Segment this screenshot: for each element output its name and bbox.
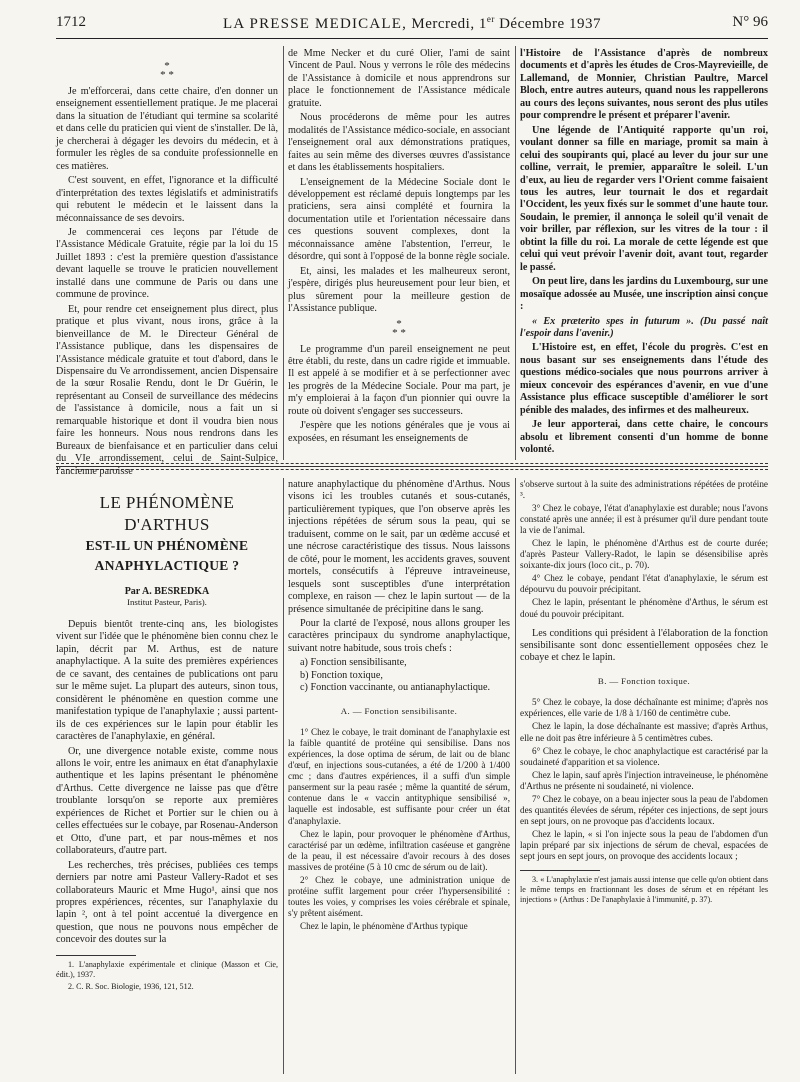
- upper-column-2: [288, 48, 510, 460]
- list-item: a) Fonction sensibilisante,: [300, 657, 407, 669]
- paragraph: Or, une divergence notable existe, comme nous allons le voir, entre les animaux en état d'anaphylaxie authentique et les lapins présentant le phénomène d'Arthus. Cette divergence ne laisse pas que d'être troublante lorsqu'on se reporte aux premières expériences de Richet et Portier sur le chien ou à celles effectuées sur le cobaye, par Rosenau-Anderson et Otto, d'une part, et par nous-mêmes et nos collaborateurs, d'autre part.: [56, 745, 278, 857]
- article-title: LE PHÉNOMÈNE D'ARTHUS: [99, 493, 235, 534]
- paragraph: J'espère que les notions générales que je vous ai exposées, en résumant les enseignements de: [288, 420, 510, 444]
- paragraph: Pour la clarté de l'exposé, nous allons grouper les caractères principaux du syndrome anaphylactique, suivant notre habitude, sous trois chefs :: [288, 617, 510, 654]
- paragraph: nature anaphylactique du phénomène d'Arthus. Nous visons ici les troubles cutanés et sous-cutanés, particulièrement typiques, que l'on observe après les injections répétées de sérum sous la peau, qui se traduisent, comme on le sait, par un œdème accusé et une nécrose caractéristique des tissus. Nous laissons de côté, pour le moment, les accidents graves, souvent mortels, consécutifs à l'épreuve intraveineuse, lesquels sont susceptibles d'une interprétation complexe, en raison — chez le lapin surtout — de la présence simultanée de précipitine dans le sang.: [288, 479, 510, 615]
- paragraph: Chez le lapin, le phénomène d'Arthus typique: [300, 920, 468, 931]
- footnote-rule: [520, 870, 600, 871]
- paragraph: Chez le lapin, le phénomène d'Arthus est de courte durée; d'après Pasteur Vallery-Radot, le lapin se désensibilise après soixante-dix jours (loco cit., p. 70).: [520, 538, 768, 571]
- section-separator: [56, 469, 768, 470]
- journal-masthead: LA PRESSE MEDICALE,: [223, 16, 408, 32]
- paragraph: Chez le lapin, présentant le phénomène d'Arthus, le sérum est doué du pouvoir précipitant.: [520, 597, 768, 619]
- journal-header-title: [56, 14, 768, 33]
- section-stars: * * *: [392, 317, 406, 339]
- issue-number: N° 96: [732, 14, 768, 30]
- criteria-list: [288, 657, 510, 694]
- paragraph: Une légende de l'Antiquité rapporte qu'un roi, voulant donner sa fille en mariage, promit sa main à celui des soupirants qui, placé au lever du jour sur une colline, verrait, le premier, apparaître le soleil. L'un d'eux, au lieu de regarder vers l'Orient comme faisaient tous les autres, leur tournait le dos et regardait l'Occident, les yeux fixés sur le sommet d'une haute tour. Soudain, le premier, il annonça le soleil qu'il venait de voir briller, par réflexion, sur les vitres de la tour : il obtint la fille du roi. La morale de cette légende est que celui qui veut prévoir l'avenir doit, avant tout, regarder le passé.: [520, 124, 768, 273]
- section-separator: [56, 463, 768, 464]
- header-date: Décembre 1937: [499, 16, 601, 32]
- list-item: b) Fonction toxique,: [300, 669, 383, 681]
- header-day-suffix: er: [486, 14, 495, 24]
- page-header: [56, 14, 768, 34]
- section-stars: * * *: [160, 60, 174, 81]
- paragraph: Le programme d'un pareil enseignement ne peut être établi, du reste, dans un cadre rigide et immuable. Il est appelé à se modifier et à se perfectionner avec les progrès de la Médecine Sociale. Pour ma part, je m'y emploierai à la façon d'un pionnier qui ouvre la route où doivent s'engager ses successeurs.: [288, 343, 510, 417]
- paragraph: On peut lire, dans les jardins du Luxembourg, sur une mosaïque adossée au Musée, une inscription ainsi conçue :: [520, 276, 768, 313]
- paragraph: Et, ainsi, les malades et les malheureux seront, j'espère, dirigés plus heureusement pour leur bien, et plus sûrement pour la meilleure gestion de l'Assistance publique.: [288, 265, 510, 315]
- section-separator: [56, 466, 768, 467]
- paragraph: Les conditions qui président à l'élaboration de la fonction sensibilisante sont donc essentiellement opposées chez le cobaye et chez le lapin.: [520, 627, 768, 664]
- paragraph: 4° Chez le cobaye, pendant l'état d'anaphylaxie, le sérum est dépourvu du pouvoir précipitant.: [520, 573, 768, 595]
- paragraph: Chez le lapin, sauf après l'injection intraveineuse, le phénomène d'Arthus ne présente ni soudaineté, ni violence.: [520, 769, 768, 791]
- upper-column-1: [56, 58, 278, 477]
- column-divider: [283, 478, 284, 1074]
- footnote-rule: [56, 955, 136, 956]
- section-a-body: [288, 727, 510, 932]
- paragraph: 5° Chez le cobaye, la dose déchaînante est minime; d'après nos expériences, elle varie de 1/8 à 1/160 de centimètre cube.: [520, 697, 768, 719]
- paragraph: Je commencerai ces leçons par l'étude de l'Assistance Médicale Gratuite, régie par la loi du 15 Juillet 1893 : c'est la première question d'assistance devant laquelle se trouve le praticien nouvellement installé dans une commune de Paris ou dans une commune de province.: [56, 226, 278, 301]
- article-subtitle-line2: ANAPHYLACTIQUE ?: [94, 558, 240, 573]
- article-column-1: [56, 492, 278, 1022]
- author-affiliation: Institut Pasteur, Paris).: [127, 597, 207, 607]
- column-divider: [283, 46, 284, 460]
- section-heading-b: B. — Fonction toxique.: [597, 675, 691, 686]
- paragraph: 2° Chez le cobaye, une administration unique de protéine suffit largement pour créer l'hypersensibilité : toutes les voies, y comprises les voies cérébrale et spinale, s'y prêtent aisément.: [288, 874, 510, 918]
- paragraph: Nous procéderons de même pour les autres modalités de l'Assistance médico-sociale, en associant l'enseignement oral aux démonstrations pratiques, faites au sein même des diverses œuvres d'assistance et dans les établissements hospitaliers.: [288, 112, 510, 174]
- section-a-continued: [520, 479, 768, 620]
- author-name: A. BESREDKA: [142, 586, 210, 597]
- paragraph: Je m'efforcerai, dans cette chaire, d'en donner un enseignement essentiellement pratique. Je me placerai dans la situation de l'étudiant qui termine sa scolarité et dans celle du praticien qui vient de s'installer. De là, je chercherai à dégager les devoirs du médecin, et à formuler les règles de sa conduite professionnelle en ces matières.: [56, 86, 278, 172]
- list-item: c) Fonction vaccinante, ou antianaphylactique.: [300, 682, 491, 694]
- paragraph: L'Histoire est, en effet, l'école du progrès. C'est en nous basant sur ses enseignements dans l'étude des questions médico-sociales que nous pourrons arriver à mieux concevoir des espérances d'avenir, en vue d'une Assistance plus efficace susceptible d'améliorer le sort pénible des malades, des infirmes et des malheureux.: [520, 342, 768, 416]
- paragraph: Les recherches, très précises, publiées ces temps derniers par notre ami Pasteur Vallery-Radot et ses collaborateurs Mauric et Mme Hugo¹, ainsi que nos propres expériences, récentes, sur l'anaphylaxie du lapin ², ont à tel point accentué la divergence en question, que nous ne pouvons nous empêcher de concevoir des doutes sur la: [56, 859, 278, 946]
- paragraph: Chez le lapin, « si l'on injecte sous la peau de l'abdomen d'un lapin préparé par six injections de sérum de cheval, espacées de sept jours en sept jours, on provoque des accidents locaux ;: [520, 828, 768, 861]
- byline-prefix: Par: [124, 586, 141, 597]
- header-weekday: Mercredi,: [411, 16, 475, 32]
- paragraph: L'enseignement de la Médecine Sociale dont le développement est réclamé depuis longtemps par les praticiens, sera ainsi complété et fournira la documentation utile et l'orientation nécessaire dans ces questions souvent complexes, dont la méconnaissance amène l'abstention, l'erreur, le désordre, qui sont à l'opposé de la bonne règle sociale.: [288, 176, 510, 263]
- paragraph: C'est souvent, en effet, l'ignorance et la difficulté d'interprétation des textes législatifs et administratifs qui rebutent le médecin et le laissent dans la méconnaissance de ses devoirs.: [56, 175, 278, 224]
- paragraph: Chez le lapin, pour provoquer le phénomène d'Arthus, caractérisé par un œdème, infiltration caséeuse et gangrène de la peau, il est nécessaire d'avoir recours à des doses massives de protéine (5 à 10 cmc de sérum ou de lait).: [288, 828, 510, 872]
- article-column-3: [520, 479, 768, 1075]
- article-column-2: [288, 479, 510, 1075]
- article-byline: [56, 586, 278, 597]
- footnote: 1. L'anaphylaxie expérimentale et clinique (Masson et Cie, édit.), 1937.: [56, 959, 278, 979]
- paragraph: s'observe surtout à la suite des administrations répétées de protéine ³.: [520, 479, 768, 501]
- article-subtitle-line1: EST-IL UN PHÉNOMÈNE: [85, 538, 249, 553]
- section-heading-a: A. — Fonction sensibilisante.: [340, 705, 458, 716]
- paragraph: 1° Chez le cobaye, le trait dominant de l'anaphylaxie est la faible quantité de protéine qui sensibilise. Dans nos expériences, la dose optima de sérum, de lait ou de blanc d'œuf, en injections sous-cutanées, a été de 1/200 à 1/400 cmc ; dans d'autres expériences, il a suffi d'un simple panserment sur la peau rasée ; même la quantité de sérum, contenue dans le « vaccin antityphique sensibilisé », laquelle est indosable, est suffisante pour créer un état d'anaphylaxie.: [288, 727, 510, 826]
- footnote: 2. C. R. Soc. Biologie, 1936, 121, 512.: [68, 981, 194, 991]
- paragraph: 3° Chez le cobaye, l'état d'anaphylaxie est durable; nous l'avons constaté après une année; il est à présumer qu'il dure pendant toute la vie de l'animal.: [520, 503, 768, 536]
- paragraph: Depuis bientôt trente-cinq ans, les biologistes vivent sur l'idée que le phénomène bien connu chez le lapin, décrit par M. Arthus, est de nature anaphylactique. A la suite des premières expériences de ce savant, des centaines de publications ont paru sur le même sujet. La plupart des auteurs, sinon tous, considèrent le phénomène en question comme une manifestation typique de l'anaphylaxie ; aussi partent-ils de ces expériences sur le lapin pour établir les caractères de l'anaphylaxie, en général.: [56, 619, 278, 743]
- latin-inscription: « Ex præterito spes in futurum ». (Du passé naît l'espoir dans l'avenir.): [520, 315, 768, 339]
- header-day: 1: [478, 16, 487, 32]
- column-divider: [515, 478, 516, 1074]
- section-b-body: [520, 697, 768, 862]
- paragraph: de Mme Necker et du curé Olier, l'ami de saint Vincent de Paul. Nous y verrons le rôle des médecins de l'Assistance à domicile et nous apprendrons sur place le fonctionnement de l'Assistance médicale gratuite.: [288, 48, 510, 109]
- paragraph: l'Histoire de l'Assistance d'après de nombreux documents et d'après les études de Cros-Mayrevieille, de Lallemand, de Monnier, Christian Paultre, Marcel Bloch, entre autres auteurs, quand nous les rappellerons au cours des leçons suivantes, nous seront des plus utiles pour comprendre le présent et préparer l'avenir.: [520, 48, 768, 122]
- paragraph: 7° Chez le cobaye, on a beau injecter sous la peau de l'abdomen des quantités élevées de sérum, répéter ces injections, de sept jours en sept jours, on ne provoque pas d'accidents locaux.: [520, 793, 768, 826]
- paragraph: Et, pour rendre cet enseignement plus direct, plus pratique et plus vivant, nous irons, grâce à la bienveillance de M. le Directeur Général de l'Assistance publique, dans les dispensaires de l'Assistance médicale gratuite et tout d'abord, dans le Dispensaire du Ve arrondissement, ancien Dispensaire de la sœur Rosalie Rendu, dont le Dr Guérin, le représentant au Conseil de surveillance des médecins de l'assistance à domicile, nous a fait un si remarquable historique et dont il voudra bien nous faire les honneurs. Nous nous rendrons dans les Bureaux de bienfaisance et en particulier dans celui du VIe arrondissement, celui de Saint-Sulpice, l'ancienne paroisse: [56, 303, 278, 477]
- header-rule: [56, 38, 768, 39]
- footnote: 3. « L'anaphylaxie n'est jamais aussi intense que celle qu'on obtient dans le même temps en fractionnant les doses de sérum et en répétant les injections » (Arthus : De l'anaphylaxie à l'immunité, p. 37).: [520, 875, 768, 905]
- column-divider: [515, 46, 516, 460]
- upper-column-3: [520, 48, 768, 460]
- paragraph: Je leur apporterai, dans cette chaire, le concours absolu et librement consenti d'un homme de bonne volonté.: [520, 419, 768, 456]
- page-number: 1712: [56, 14, 86, 30]
- paragraph: 6° Chez le cobaye, le choc anaphylactique est caractérisé par la soudaineté d'apparition et sa violence.: [520, 745, 768, 767]
- paragraph: Chez le lapin, la dose déchaînante est massive; d'après Arthus, elle ne doit pas être inférieure à 5 centimètres cubes.: [520, 721, 768, 743]
